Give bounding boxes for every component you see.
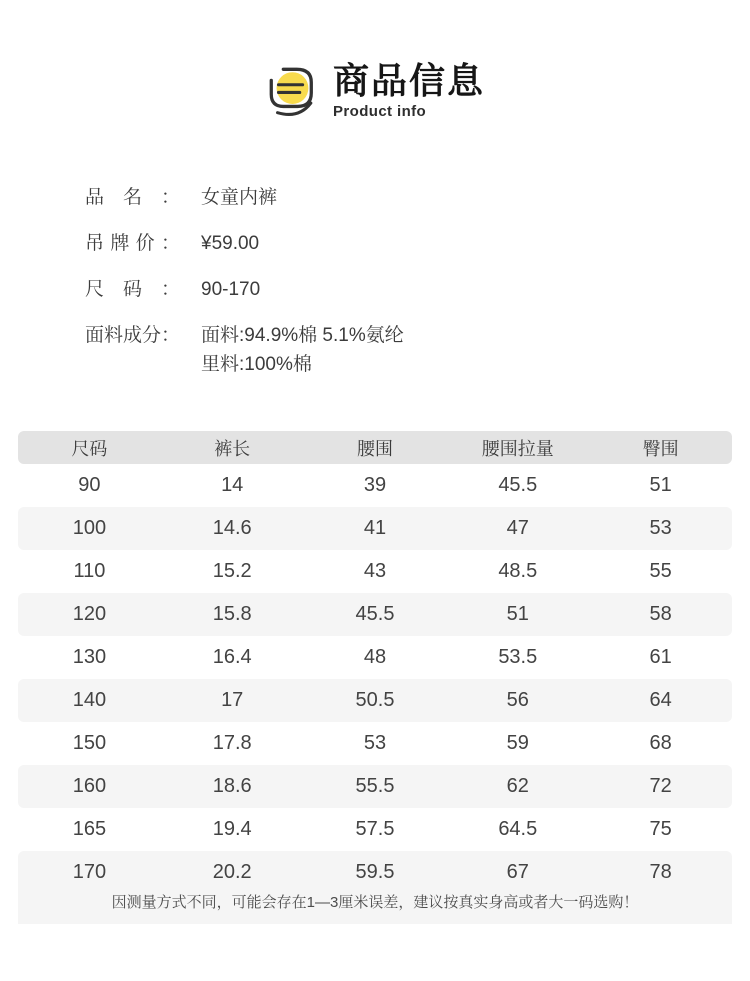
table-cell: 50.5 bbox=[355, 689, 395, 711]
table-row bbox=[18, 722, 732, 765]
table-cell: 53 bbox=[363, 732, 387, 754]
table-cell: 19.4 bbox=[212, 818, 252, 840]
table-cell: 61 bbox=[649, 646, 672, 668]
detail-value: 90-170 bbox=[201, 279, 261, 300]
table-cell: 43 bbox=[363, 560, 387, 582]
table-cell: 67 bbox=[506, 861, 529, 883]
table-header-cell: 尺码 bbox=[71, 438, 108, 459]
table-row bbox=[18, 851, 732, 894]
table-row bbox=[18, 808, 732, 851]
table-cell: 165 bbox=[72, 818, 107, 840]
size-table-header bbox=[18, 431, 732, 464]
size-table-footer-block bbox=[18, 851, 732, 924]
table-cell: 110 bbox=[73, 560, 106, 582]
table-cell: 14 bbox=[221, 474, 244, 496]
detail-row-size bbox=[85, 280, 750, 300]
detail-value: 女童内裤 bbox=[201, 187, 278, 208]
table-cell: 120 bbox=[72, 603, 107, 625]
table-cell: 75 bbox=[649, 818, 672, 840]
detail-label: 面料成分： bbox=[85, 325, 181, 346]
table-cell: 59 bbox=[506, 732, 529, 754]
table-cell: 18.6 bbox=[212, 775, 252, 797]
table-cell: 45.5 bbox=[355, 603, 395, 625]
detail-row-price bbox=[85, 234, 750, 254]
table-cell: 72 bbox=[649, 775, 672, 797]
product-info-header bbox=[0, 62, 750, 120]
size-table-body bbox=[18, 464, 732, 851]
table-cell: 170 bbox=[72, 861, 107, 883]
detail-row-name bbox=[85, 188, 750, 208]
table-cell: 53.5 bbox=[498, 646, 538, 668]
table-cell: 51 bbox=[506, 603, 529, 625]
table-cell: 59.5 bbox=[355, 861, 395, 883]
table-row bbox=[18, 679, 732, 722]
table-cell: 17 bbox=[221, 689, 244, 711]
detail-value bbox=[201, 326, 404, 375]
table-cell: 55 bbox=[649, 560, 672, 582]
detail-row-fabric bbox=[85, 326, 750, 375]
detail-label: 品名： bbox=[85, 187, 180, 208]
page-subtitle: Product info bbox=[332, 102, 427, 120]
table-row bbox=[18, 550, 732, 593]
product-info-page bbox=[0, 62, 750, 981]
table-cell: 64.5 bbox=[498, 818, 538, 840]
table-header-cell: 腰围 bbox=[356, 438, 393, 459]
table-cell: 47 bbox=[506, 517, 529, 539]
table-cell: 17.8 bbox=[212, 732, 252, 754]
fabric-line-2: 里料:100%棉 bbox=[201, 354, 312, 375]
table-row bbox=[18, 593, 732, 636]
table-cell: 39 bbox=[363, 474, 387, 496]
product-info-logo-icon bbox=[265, 62, 319, 120]
table-row bbox=[18, 765, 732, 808]
table-cell: 20.2 bbox=[212, 861, 252, 883]
logo-text-block bbox=[333, 62, 485, 120]
product-details bbox=[85, 188, 750, 375]
page-title: 商品信息 bbox=[332, 60, 485, 102]
table-cell: 100 bbox=[72, 517, 107, 539]
size-table bbox=[18, 431, 732, 924]
table-header-cell: 臀围 bbox=[642, 438, 679, 459]
fabric-line-1: 面料:94.9%棉 5.1%氨纶 bbox=[201, 325, 404, 346]
table-cell: 55.5 bbox=[355, 775, 395, 797]
table-cell: 58 bbox=[649, 603, 672, 625]
table-cell: 45.5 bbox=[498, 474, 538, 496]
table-cell: 48.5 bbox=[498, 560, 538, 582]
table-row bbox=[18, 507, 732, 550]
table-row bbox=[18, 636, 732, 679]
table-cell: 64 bbox=[649, 689, 672, 711]
table-row bbox=[18, 464, 732, 507]
table-cell: 56 bbox=[506, 689, 529, 711]
table-cell: 140 bbox=[72, 689, 107, 711]
table-cell: 130 bbox=[72, 646, 107, 668]
table-cell: 14.6 bbox=[212, 517, 252, 539]
table-header-cell: 裤长 bbox=[214, 438, 251, 459]
table-header-cell: 腰围拉量 bbox=[481, 438, 554, 459]
table-cell: 51 bbox=[649, 474, 672, 496]
table-cell: 53 bbox=[649, 517, 672, 539]
table-cell: 15.2 bbox=[212, 560, 252, 582]
measurement-note: 因测量方式不同，可能会存在1—3厘米误差，建议按真实身高或者大一码选购！ bbox=[111, 894, 639, 911]
table-cell: 160 bbox=[72, 775, 107, 797]
table-cell: 68 bbox=[649, 732, 672, 754]
detail-label: 吊牌价： bbox=[85, 233, 180, 254]
table-cell: 150 bbox=[72, 732, 107, 754]
table-cell: 15.8 bbox=[212, 603, 252, 625]
table-cell: 62 bbox=[506, 775, 529, 797]
detail-label: 尺码： bbox=[85, 279, 180, 300]
table-cell: 57.5 bbox=[355, 818, 395, 840]
detail-value: ¥59.00 bbox=[201, 233, 260, 254]
table-cell: 48 bbox=[363, 646, 387, 668]
table-cell: 41 bbox=[363, 517, 387, 539]
table-cell: 78 bbox=[649, 861, 672, 883]
table-cell: 90 bbox=[78, 474, 101, 496]
table-cell: 16.4 bbox=[212, 646, 252, 668]
